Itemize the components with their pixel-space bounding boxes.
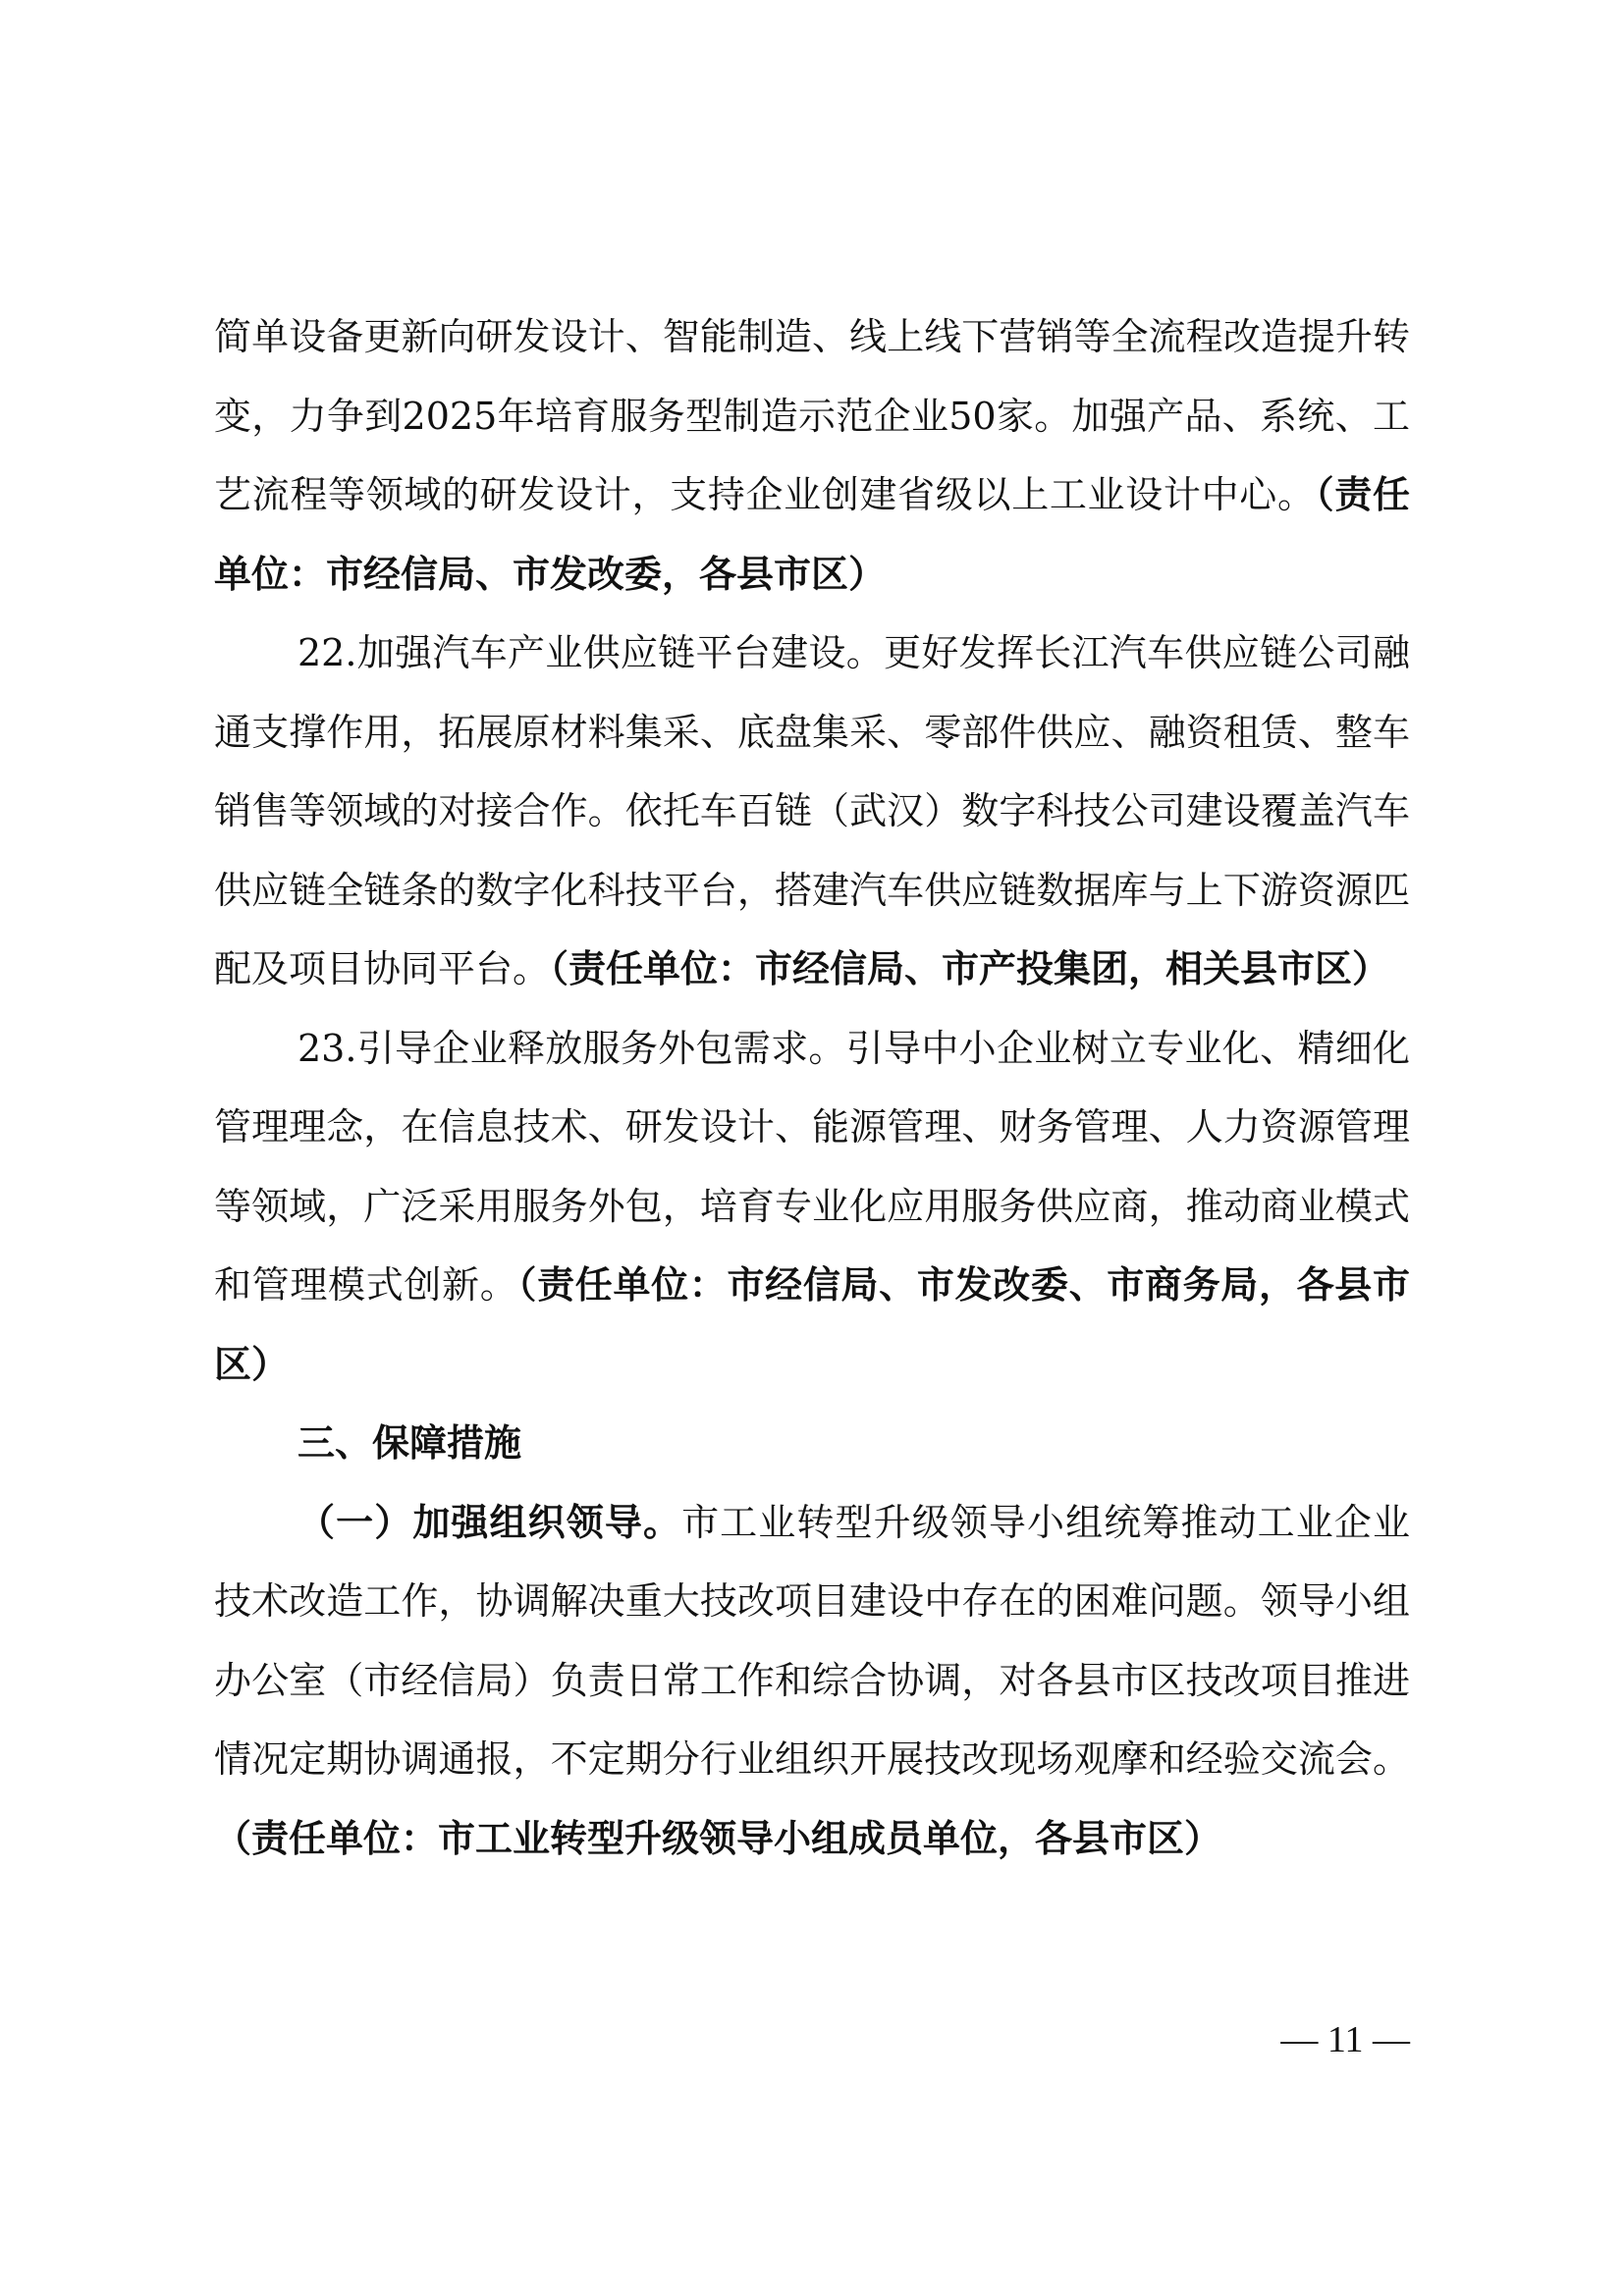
document-body <box>214 297 1410 1878</box>
responsibility-note: （责任单位：市经信局、市产投集团，相关县市区） <box>550 947 1390 990</box>
paragraph-text: 22.加强汽车产业供应链平台建设。更好发挥长江汽车供应链公司融通支撑作用，拓展原材料集采、底盘集采、零部件供应、融资租赁、整车销售等领域的对接合作。依托车百链（武汉）数字科技公司建设覆盖汽车供应链全链条的数字化科技平台，搭建汽车供应链数据库与上下游资源匹配及项目协同平台。 <box>214 631 1410 990</box>
subsection-title: （一）加强组织领导。 <box>298 1500 682 1544</box>
section-heading: 三、保障措施 <box>298 1421 522 1465</box>
paragraph-text: 简单设备更新向研发设计、智能制造、线上线下营销等全流程改造提升转变，力争到2025年培育服务型制造示范企业50家。加强产品、系统、工艺流程等领域的研发设计，支持企业创建省级以上工业设计中心。 <box>214 315 1410 516</box>
responsibility-note: （责任单位：市经信局、市发改委，各县市区） <box>214 473 1410 596</box>
paragraph-continued <box>214 297 1410 614</box>
paragraph-item-23 <box>214 1009 1410 1405</box>
page-number: — 11 — <box>1280 2019 1410 2060</box>
subsection-paragraph <box>214 1483 1410 1879</box>
paragraph-text: 市工业转型升级领导小组统筹推动工业企业技术改造工作，协调解决重大技改项目建设中存在的困难问题。领导小组办公室（市经信局）负责日常工作和综合协调，对各县市区技改项目推进情况定期协调通报，不定期分行业组织开展技改现场观摩和经验交流会。 <box>214 1500 1410 1781</box>
responsibility-note: （责任单位：市经信局、市发改委、市商务局，各县市区） <box>214 1263 1410 1386</box>
responsibility-note: （责任单位：市工业转型升级领导小组成员单位，各县市区） <box>214 1816 1222 1860</box>
paragraph-text: 23.引导企业释放服务外包需求。引导中小企业树立专业化、精细化管理理念，在信息技术、研发设计、能源管理、财务管理、人力资源管理等领域，广泛采用服务外包，培育专业化应用服务供应商，推动商业模式和管理模式创新。 <box>214 1026 1410 1307</box>
paragraph-item-22 <box>214 614 1410 1009</box>
